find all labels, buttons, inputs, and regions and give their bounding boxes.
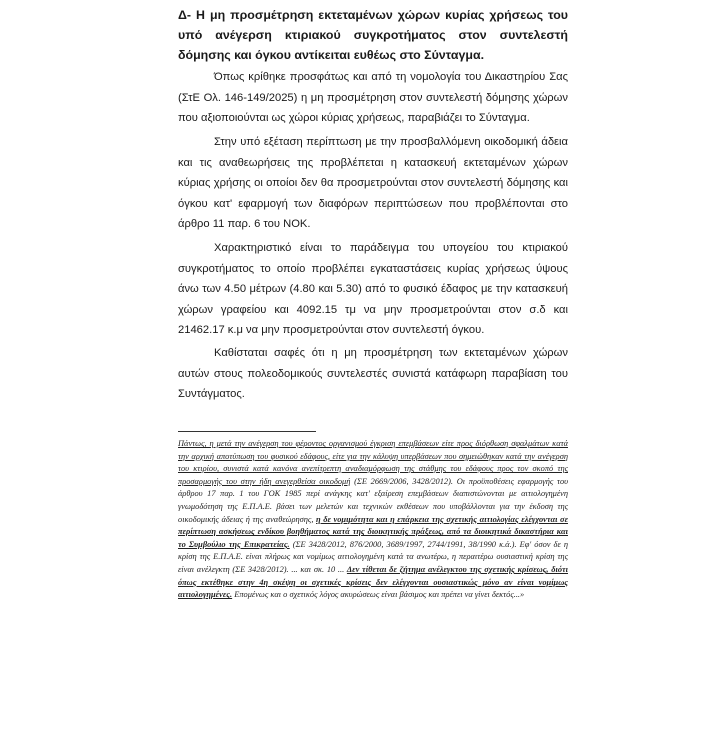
footnote-segment-2: (ΣΕ 2669/2006, 3428/2012). Οι προϋποθέσεις εφαρμογής του άρθρου 17 παρ. 1 του ΓΟΚ 1985 περί ανάγκης κατ' εξαίρεση επεμβάσεων διαπιστώνονται με αιτιολογημένη γνωμοδότηση της Ε.Π.Α.Ε. βάσει των μελετών και τεχνικών εκθέσεων που υποβάλλονται για την έκδοση της οικοδομικής άδειας ή της αναθεώρησης, — [178, 476, 568, 524]
footnote-segment-3: η δε νομιμότητα και η επάρκεια της σχετικής αιτιολογίας ελέγχονται σε περίπτωση ασκήσεως ενδίκου βοηθήματος κατά της διοικητικής πράξεως, από τα διοικητικά δικαστήρια και το Συμβούλιο της Επικρατείας. — [178, 514, 568, 549]
footnote-segment-6: Επομένως και ο σχετικός λόγος ακυρώσεως είναι βάσιμος και πρέπει να γίνει δεκτός...» — [232, 590, 525, 600]
paragraph-2: Στην υπό εξέταση περίπτωση με την προσβαλλόμενη οικοδομική άδεια και τις αναθεωρήσεις της προβλέπεται η κατασκευή εκτεταμένων χώρων κύριας χρήσης οι οποίοι δεν θα προσμετρούνται στον συντελεστή δόμησης και όγκου κατ' εφαρμογή των διαφόρων περιπτώσεων που προβλέπονται στο άρθρο 11 παρ. 6 του ΝΟΚ. — [178, 136, 568, 230]
paragraph-4: Καθίσταται σαφές ότι η μη προσμέτρηση των εκτεταμένων χώρων αυτών στους πολεοδομικούς συντελεστές συνιστά κατάφωρη παραβίαση του Συντάγματος. — [178, 347, 568, 400]
paragraph-3: Χαρακτηριστικό είναι το παράδειγμα του υπογείου του κτιριακού συγκροτήματος το οποίο προβλέπει εγκαταστάσεις κυρίας χρήσεως ύψους άνω των 4.50 μέτρων (4.80 και 5.30) από το φυσικό έδαφος με την κατασκευή χώρων γραφείου και 4092.15 τμ να μην προσμετρούνται στον σ.δ και 21462.17 κ.μ να μην προσμετρούνται στον συντελεστή όγκου. — [178, 242, 568, 336]
footnote-segment-1: Πάντως, η μετά την ανέγερση του φέροντος οργανισμού έγκριση επεμβάσεων είτε προς διόρθωση σφαλμάτων κατά την αρχική αποτύπωση του φυσικού εδάφους, είτε για την κάλυψη υπερβάσεων που σημειώθηκαν κατά την ανέγερση του κτιρίου, συνιστά κατά κανόνα ανεπίτρεπτη αναδιαμόρφωση της στάθμης του εδάφους προς τον σκοπό της προσαρμογής του στην ήδη ανεγερθείσα οικοδομή — [178, 439, 568, 486]
footnote-segment-5: Δεν τίθεται δε ζήτημα ανέλεγκτου της σχετικής κρίσεως, διότι όπως εκτέθηκε στην 4η σκέψη οι σχετικές κρίσεις δεν ελέγχονται ουσιαστικώς μόνο αν είναι νομίμως αιτιολογημένες. — [178, 564, 568, 600]
section-heading: Δ- Η μη προσμέτρηση εκτεταμένων χώρων κυρίας χρήσεως του υπό ανέγερση κτιριακού συγκροτήματος στον συντελεστή δόμησης και όγκου αντίκειται ευθέως στο Σύνταγμα. — [178, 8, 568, 62]
footnote-separator — [178, 431, 316, 432]
footnote-segment-4: (ΣΕ 3428/2012, 876/2000, 3689/1997, 2744/1991, 38/1990 κ.ά.). Εφ' όσον δε η κρίση της Ε.Π.Α.Ε. είναι πλήρως και νομίμως αιτιολογημένη κατά τα ανωτέρω, η περαιτέρω ουσιαστική κρίση της είναι ανέλεγκτη (ΣΕ 3428/2012). ... και σκ. 10 ... — [178, 539, 568, 574]
footnote — [178, 438, 568, 602]
paragraph-1: Όπως κρίθηκε προσφάτως και από τη νομολογία του Δικαστηρίου Σας (ΣτΕ Ολ. 146-149/2025) η μη προσμέτρηση στον συντελεστή δόμησης χώρων που αξιοποιούνται ως χώροι κύριας χρήσεως, παραβιάζει το Σύνταγμα. — [178, 71, 568, 124]
